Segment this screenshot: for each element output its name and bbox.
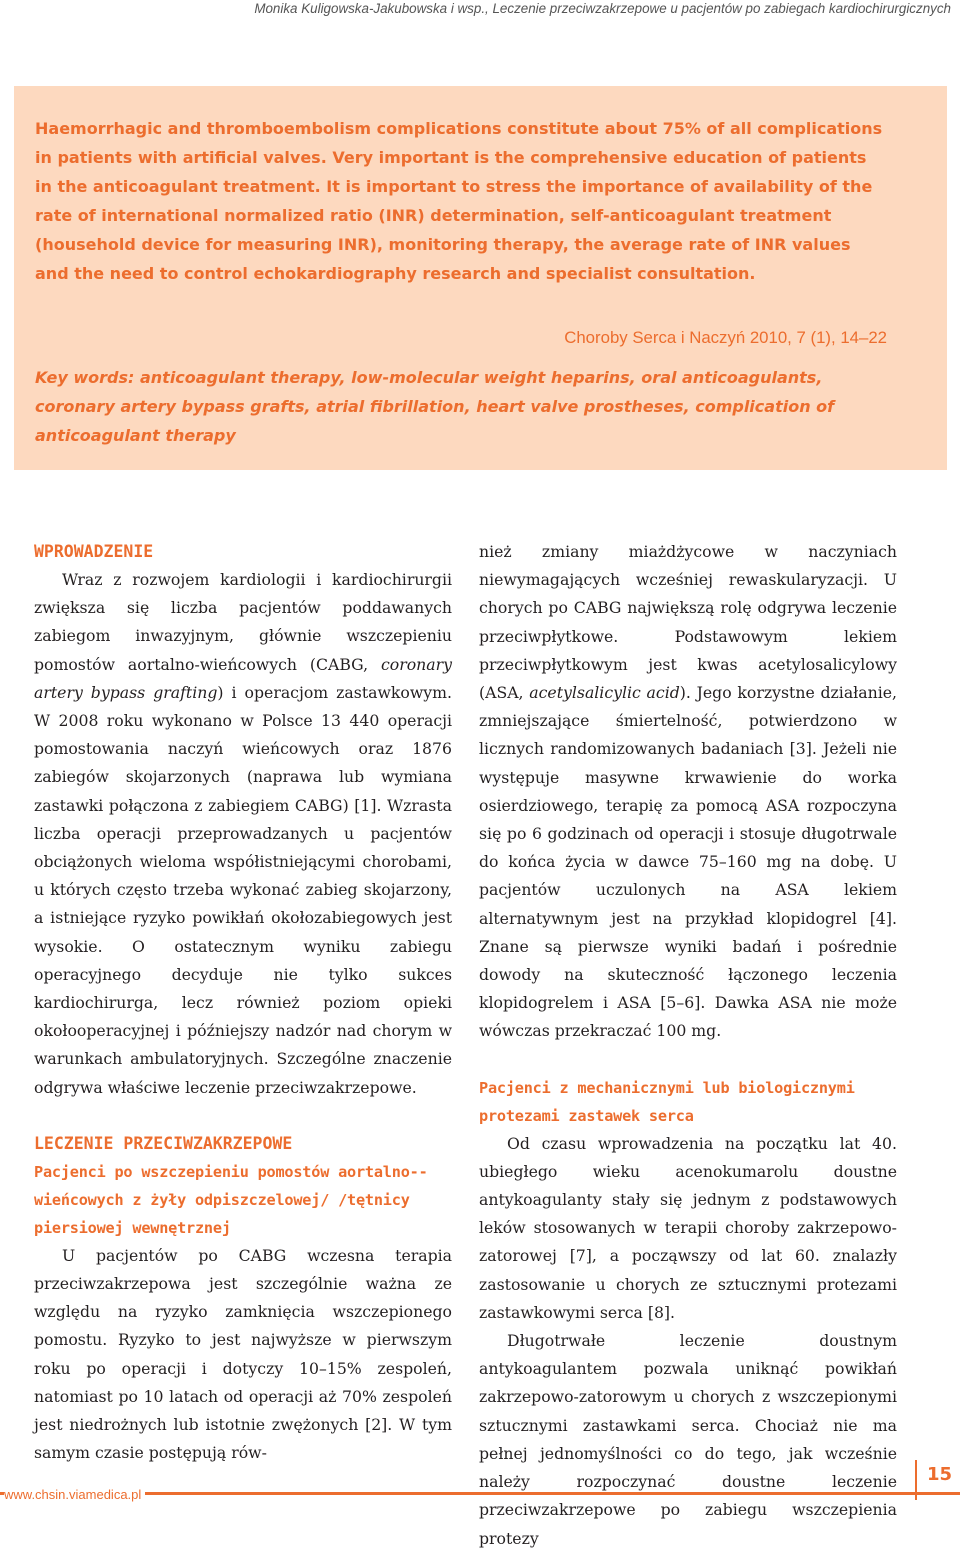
continued-text-italic: acetylsalicylic acid bbox=[529, 683, 680, 703]
abstract-box bbox=[14, 86, 947, 470]
intro-paragraph bbox=[34, 566, 452, 1102]
journal-citation: Choroby Serca i Naczyń 2010, 7 (1), 14–22 bbox=[564, 328, 887, 347]
page-number: 15 bbox=[926, 1464, 952, 1485]
subheading-valve-patients: Pacjenci z mechanicznymi lub biologicznymi protezami zastawek serca bbox=[479, 1078, 855, 1125]
cabg-paragraph: U pacjentów po CABG wczesna terapia przeciwzakrzepowa jest szczególnie ważna ze względu na ryzyko zamknięcia wszczepionego pomostu. Ryzyko to jest najwyższe w pierwszym roku po operacji i dotyczy 10–15% zespoleń, natomiast po 10 latach od operacji aż 70% zespoleń jest niedrożnych lub istotnie zwężonych [2]. W tym samym czasie postępują rów- bbox=[34, 1245, 452, 1463]
valves-paragraph-1: Od czasu wprowadzenia na początku lat 40. ubiegłego wieku acenokumarolu doustne antykoagulanty stały się jednym z podstawowych leków stosowanych w terapii choroby zakrzepowo-zatorowej [7], a począwszy od lat 60. znalazły zastosowanie u chorych ze sztucznymi protezami zastawkowymi serca [8]. bbox=[479, 1133, 897, 1322]
continued-text-a: nież zmiany miażdżycowe w naczyniach niewymagających wcześniej rewaskularyzacji. U chorych po CABG największą rolę odgrywa leczenie przeciwpłytkowe. Podstawowym lekiem przeciwpłytkowym jest kwas acetylosalicylowy (ASA, bbox=[479, 542, 897, 703]
valves-paragraph-2: Długotrwałe leczenie doustnym antykoagulantem pozwala uniknąć powikłań zakrzepowo-zatorowym u chorych z wszczepionymi sztucznymi zastawkami serca. Chociaż nie ma pełnej jednomyślności co do tego, jak wcześnie należy rozpoczynać doustne leczenie przeciwzakrzepowe po zabiegu wszczepienia protezy bbox=[479, 1331, 897, 1548]
subheading-cabg-patients: Pacjenci po wszczepieniu pomostów aortalno--wieńcowych z żyły odpiszczelowej/ /tętnicy piersiowej wewnętrznej bbox=[34, 1162, 428, 1237]
spacer bbox=[34, 1102, 452, 1130]
heading-introduction: WPROWADZENIE bbox=[34, 542, 154, 561]
intro-text-a: Wraz z rozwojem kardiologii i kardiochirurgii zwiększa się liczba pacjentów poddawanych zabiegom inwazyjnym, głównie wszczepieniu pomostów aortalno-wieńcowych (CABG, bbox=[34, 570, 452, 674]
footer-website-link[interactable]: www.chsin.viamedica.pl bbox=[4, 1487, 145, 1503]
intro-text-b: ) i operacjom zastawkowym. W 2008 roku wykonano w Polsce 13 440 operacji pomostowania naczyń wieńcowych oraz 1876 zabiegów skojarzonych (naprawa lub wymiana zastawki połączona z zabiegiem CABG) [1]. Wzrasta liczba operacji przeprowadzanych u pacjentów obciążonych wieloma współistniejącymi chorobami, u których często trzeba wykonać zabieg skojarzony, a istniejące ryzyko powikłań okołozabiegowych jest wysokie. O ostatecznym wyniku zabiegu operacyjnego decyduje nie tylko sukces kardiochirurga, lecz również poziom opieki okołooperacyjnej i późniejszy nadzór nad chorym w warunkach ambulatoryjnych. Szczególne znaczenie odgrywa właściwe leczenie przeciwzakrzepowe. bbox=[34, 682, 453, 1097]
abstract-text: Haemorrhagic and thromboembolism complications constitute about 75% of all complications in patients with artificial valves. Very important is the comprehensive education of patients in the anticoagulant treatment. It is important to stress the importance of availability of the rate of international normalized ratio (INR) determination, self-anticoagulant treatment (household device for measuring INR), monitoring therapy, the average rate of INR values and the need to control echokardiography research and specialist consultation. bbox=[35, 119, 883, 283]
keywords: Key words: anticoagulant therapy, low-molecular weight heparins, oral anticoagulants, coronary artery bypass grafts, atrial fibrillation, heart valve prostheses, complication of anticoagulant therapy bbox=[35, 368, 835, 445]
heading-anticoagulant-treatment: LECZENIE PRZECIWZAKRZEPOWE bbox=[34, 1133, 293, 1153]
left-column bbox=[34, 538, 452, 1467]
spacer bbox=[479, 1046, 897, 1074]
continued-text-b: ). Jego korzystne działanie, zmniejszające śmiertelność, potwierdzono w licznych randomizowanych badaniach [3]. Jeżeli nie występuje masywne krwawienie do worka osierdziowego, terapię za pomocą ASA rozpoczyna się po 6 godzinach od operacji i stosuje długotrwale do końca życia w dawce 75–160 mg na dobę. U pacjentów uczulonych na ASA lekiem alternatywnym jest na przykład klopidogrel [4]. Znane są pierwsze wyniki badań i pośrednie dowody na skuteczność łączonego leczenia klopidogrelem i ASA [5–6]. Dawka ASA nie może wówczas przekraczać 100 mg. bbox=[479, 683, 898, 1041]
intro-text-italic: coronary artery bypass grafting bbox=[34, 654, 452, 702]
continued-paragraph bbox=[479, 538, 897, 1046]
page-number-rule bbox=[915, 1460, 917, 1500]
running-header: Monika Kuligowska-Jakubowska i wsp., Leczenie przeciwzakrzepowe u pacjentów po zabiegach kardiochirurgicznych bbox=[254, 1, 951, 16]
right-column bbox=[479, 538, 897, 1553]
